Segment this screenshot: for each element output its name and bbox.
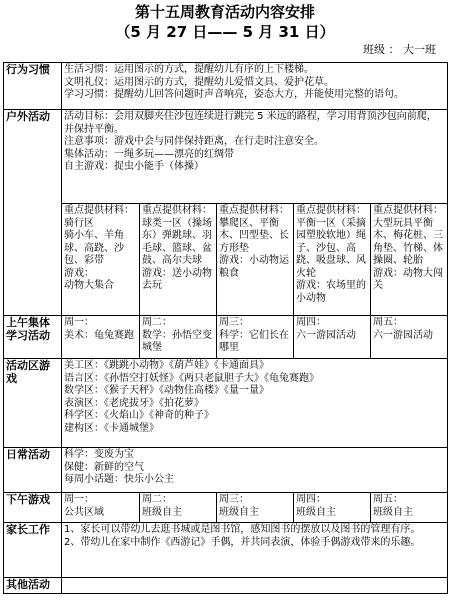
outdoor-line: 集体活动：一绳多玩——漂亮的红绸带	[64, 148, 234, 160]
day-activity: 六一游园活动	[296, 329, 356, 341]
area-text: 游戏：	[64, 267, 94, 279]
daily-content	[62, 448, 448, 493]
day-activity: 科学：它们长在哪里	[219, 329, 289, 353]
area-text: 骑小车、羊角球、高跷、沙包、彩带	[64, 230, 124, 266]
day-label: 周五：	[373, 494, 403, 505]
morning-fri	[371, 316, 448, 359]
outdoor-line: 注意事项：游戏中会与同伴保持距离，在行走时注意安全。	[64, 136, 324, 147]
behavior-line: 学习习惯：提醒幼儿回答问题时声音响亮，姿态大方，并能使用完整的语句。	[64, 89, 404, 100]
label-morning: 上午集体学习活动	[4, 316, 62, 359]
afternoon-fri	[371, 493, 448, 523]
parents-line: 2、带幼儿在家中制作《西游记》手偶，并共同表演，体验手偶游戏带来的乐趣。	[64, 536, 421, 548]
morning-mon	[62, 316, 140, 359]
day-activity: 公共区域	[64, 506, 104, 518]
row-morning	[4, 316, 448, 359]
outdoor-area-4	[294, 204, 371, 316]
area-text: 游戏：送小动物去玩	[142, 267, 212, 291]
date-range: （5 月 27 日—— 5 月 31 日）	[115, 23, 335, 41]
behavior-line: 文明礼仪：运用图示的方式，提醒幼儿爱惜文具、爱护花草。	[64, 76, 334, 88]
class-label: 班级 ： 大一班	[363, 43, 436, 56]
page-title: 第十五周教育活动内容安排	[134, 3, 315, 21]
row-afternoon	[4, 493, 448, 523]
parents-content	[62, 523, 448, 578]
row-other	[4, 578, 448, 594]
row-parents	[4, 523, 448, 578]
daily-line: 保健：新鲜的空气	[64, 461, 144, 473]
afternoon-mon	[62, 493, 140, 523]
outdoor-content	[62, 110, 448, 204]
area-text: 重点提供材料：球类一区（操场东）弹跳球、羽毛球、篮球、盆鼓、高尔夫球	[142, 205, 212, 266]
outdoor-area-5	[371, 204, 448, 316]
day-activity: 六一游园活动	[373, 329, 433, 341]
row-zones	[4, 359, 448, 448]
daily-line: 每周小话题：快乐小公主	[64, 474, 174, 485]
area-text: 重点提供材料：平衡一区（采摘园塑胶软地）绳子、沙包、高跷、吸盘球、风火轮	[296, 205, 366, 279]
area-text: 游戏：动物大闯关	[373, 267, 443, 291]
day-label: 周三：	[219, 317, 249, 328]
afternoon-thu	[294, 493, 371, 523]
plan-table	[3, 62, 448, 594]
row-daily	[4, 448, 448, 493]
area-text: 游戏：农场里的小动物	[296, 280, 366, 304]
afternoon-wed	[217, 493, 294, 523]
area-text: 重点提供材料：攀爬区、平衡木、凹型垫、长方形垫	[219, 205, 289, 254]
outdoor-area-2	[140, 204, 217, 316]
morning-thu	[294, 316, 371, 359]
outdoor-area-3	[217, 204, 294, 316]
label-afternoon: 下午游戏	[4, 493, 62, 523]
zones-content	[62, 359, 448, 448]
day-activity: 美术：龟兔赛跑	[64, 329, 134, 341]
area-text: 重点提供材料：大型玩具平衡木、梅花桩、三角垫、竹梯、体操圈、轮胎	[373, 205, 443, 266]
day-label: 周二：	[142, 317, 172, 328]
zone-line: 建构区：《卡通城堡》	[64, 422, 159, 434]
other-content	[62, 578, 448, 594]
row-behavior	[4, 63, 448, 110]
day-label: 周一：	[64, 494, 94, 505]
morning-tue	[140, 316, 217, 359]
behavior-line: 生活习惯：运用图示的方式，提醒幼儿有序的上下楼梯。	[64, 64, 314, 75]
day-activity: 班级自主	[219, 506, 259, 518]
zone-line: 表演区：《老虎拔牙》《拍花萝》	[64, 397, 204, 409]
zone-line: 语言区：《孙悟空打妖怪》《两只老鼠胆子大》《龟兔赛跑》	[64, 372, 319, 384]
day-label: 周四：	[296, 494, 326, 505]
label-daily: 日常活动	[4, 448, 62, 493]
row-outdoor-areas	[4, 204, 448, 316]
day-activity: 班级自主	[373, 506, 413, 518]
label-parents: 家长工作	[4, 523, 62, 578]
daily-line: 科学：变废为宝	[64, 449, 134, 460]
parents-line: 1、家长可以带幼儿去逛书城或是图书馆，感知图书的摆放以及图书的管理有序。	[64, 524, 421, 535]
day-label: 周三：	[219, 494, 249, 505]
area-text: 游戏：小动物运粮食	[219, 255, 289, 279]
label-behavior: 行为习惯	[4, 63, 62, 110]
area-text: 动物大集合	[64, 280, 114, 291]
day-label: 周一：	[64, 317, 94, 328]
day-label: 周二：	[142, 494, 172, 505]
label-other: 其他活动	[4, 578, 62, 594]
zone-line: 科学区：《火焰山》《神奇的种子》	[64, 410, 214, 421]
label-outdoor: 户外活动	[4, 110, 62, 316]
day-activity: 数学：孙悟空变城堡	[142, 329, 212, 353]
morning-wed	[217, 316, 294, 359]
row-outdoor-top	[4, 110, 448, 204]
afternoon-tue	[140, 493, 217, 523]
behavior-content	[62, 63, 448, 110]
area-text: 重点提供材料：骑行区	[64, 205, 134, 229]
label-zones: 活动区游戏	[4, 359, 62, 448]
outdoor-area-1	[62, 204, 140, 316]
zone-line: 数学区：《猴子天秤》《动物住高楼》《量一量》	[64, 385, 269, 396]
day-label: 周四：	[296, 317, 326, 328]
day-activity: 班级自主	[296, 506, 336, 518]
outdoor-line: 自主游戏：捉虫小能手（体操）	[64, 161, 204, 172]
day-activity: 班级自主	[142, 506, 182, 518]
day-label: 周五：	[373, 317, 403, 328]
zone-line: 美工区：《跳跳小动物》《葫芦娃》《卡通面具》	[64, 360, 269, 371]
outdoor-line: 活动目标：会用双脚夹住沙包连续进行跳完 5 米远的路程，学习用背顶沙包向前爬，并保持平衡。	[64, 111, 437, 135]
